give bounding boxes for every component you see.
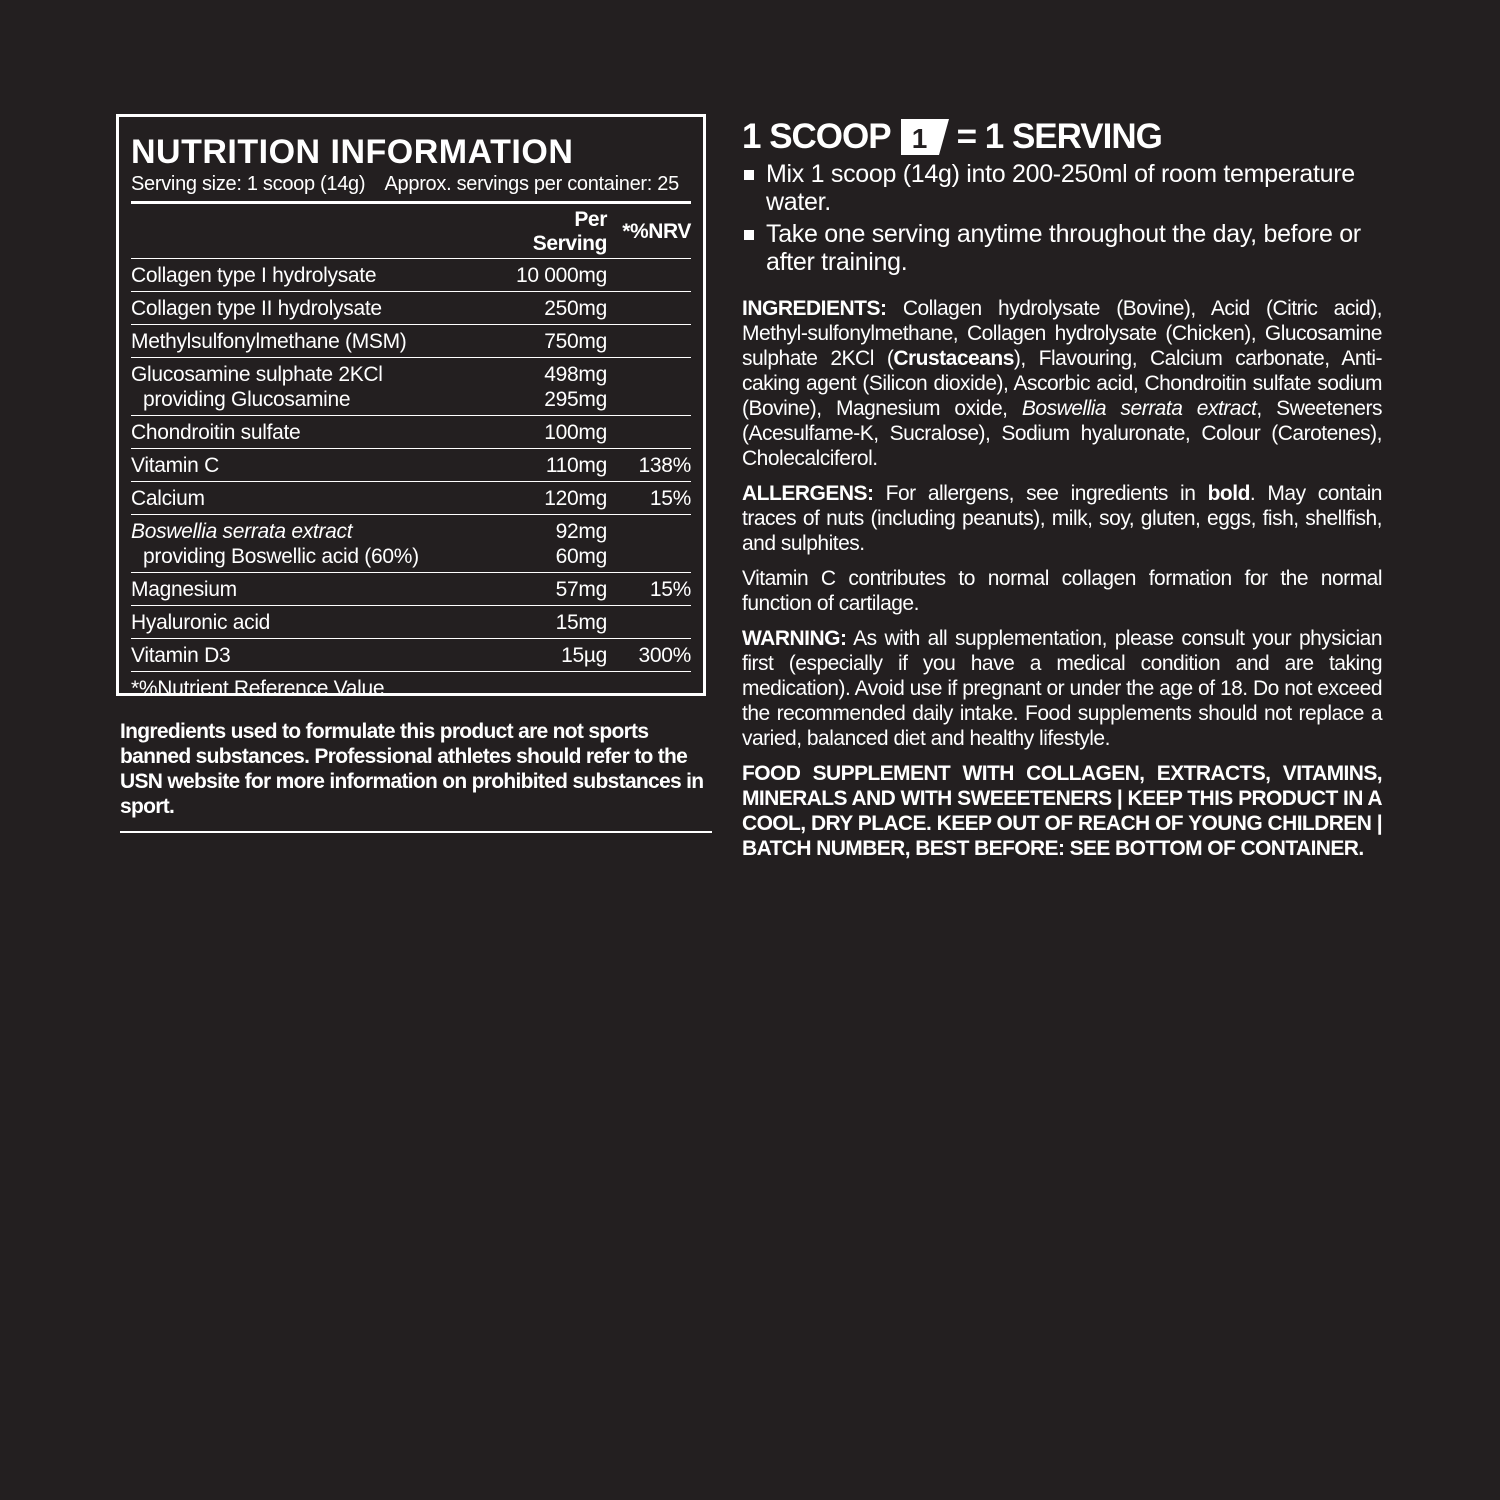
nutrient-value: 498mg: [544, 363, 607, 386]
allergens-bold-word: bold: [1207, 482, 1250, 505]
nutrient-name-cell: [131, 358, 497, 416]
nutrient-nrv: [607, 358, 691, 416]
nutrient-name: Methylsulfonylmethane (MSM): [131, 325, 497, 358]
scoop-left-text: 1 SCOOP: [742, 117, 891, 156]
nutrient-nrv: [607, 259, 691, 292]
nutrient-value: 110mg: [497, 449, 607, 482]
claim-paragraph: Vitamin C contributes to normal collagen formation for the normal function of cartilage.: [742, 567, 1382, 615]
nutrient-nrv: 300%: [607, 639, 691, 672]
nutrition-panel: [116, 114, 706, 700]
col-nrv: *%NRV: [607, 204, 691, 259]
nutrient-name: Glucosamine sulphate 2KCl: [131, 363, 383, 386]
allergens-text-b: . May contain traces of nuts (including peanuts), milk, soy, gluten, eggs, fish, shellfish, and sulphites.: [742, 482, 1382, 555]
list-item: Take one serving anytime throughout the day, before or after training.: [742, 220, 1382, 276]
table-row: [131, 573, 691, 606]
warning-text: As with all supplementation, please consult your physician first (especially if you have a medical condition and are taking medication). Avoid use if pregnant or under the age of 18. Do not exceed the recommended daily intake. Food supplements should not replace a varied, balanced diet and healthy lifestyle.: [742, 627, 1382, 750]
nutrient-nrv: [607, 325, 691, 358]
ingredients-text-c: , Sweeteners (Acesulfame-K, Sucralose), Sodium hyaluronate, Colour (Carotenes), Cholecalciferol.: [742, 397, 1382, 470]
ingredients-text-b: ), Flavouring, Calcium carbonate, Anti-caking agent (Silicon dioxide), Ascorbic acid, Chondroitin sulfate sodium (Bovine), Magnesium oxide,: [742, 347, 1382, 420]
ingredients-label: INGREDIENTS:: [742, 297, 887, 320]
nutrient-name: Hyaluronic acid: [131, 606, 497, 639]
nutrient-name: Collagen type I hydrolysate: [131, 259, 497, 292]
scoop-right-text: = 1 SERVING: [956, 117, 1162, 156]
ingredients-paragraph: [742, 296, 1382, 471]
nutrient-name: Vitamin D3: [131, 639, 497, 672]
nutrient-value: 57mg: [497, 573, 607, 606]
nutrient-name: Vitamin C: [131, 449, 497, 482]
nutrient-nrv: [607, 416, 691, 449]
table-row: [131, 259, 691, 292]
nutrient-sub-value: 60mg: [555, 545, 607, 568]
nutrition-table: [131, 204, 691, 672]
col-name: [131, 204, 497, 259]
nutrient-value: 250mg: [497, 292, 607, 325]
warning-label: WARNING:: [742, 627, 847, 650]
scoop-icon-label: 1: [911, 123, 926, 154]
col-per-serving: Per Serving: [497, 204, 607, 259]
allergens-text-a: For allergens, see ingredients in: [873, 482, 1208, 505]
table-row: [131, 606, 691, 639]
table-row: [131, 449, 691, 482]
nutrient-nrv: [607, 292, 691, 325]
nutrient-nrv: 15%: [607, 573, 691, 606]
nutrient-value: 100mg: [497, 416, 607, 449]
nutrient-value: 120mg: [497, 482, 607, 515]
scoop-icon: [895, 117, 951, 157]
warning-paragraph: [742, 626, 1382, 751]
table-row: [131, 325, 691, 358]
table-row: [131, 515, 691, 573]
list-item: Mix 1 scoop (14g) into 200-250ml of room temperature water.: [742, 160, 1382, 216]
ingredients-italic: Boswellia serrata extract: [1021, 397, 1257, 420]
serving-info: [131, 171, 691, 204]
sports-banned-note: Ingredients used to formulate this product are not sports banned substances. Professional athletes should refer to the USN website for more information on prohibited substances in sport.: [120, 719, 712, 833]
nutrient-nrv: [607, 606, 691, 639]
directions-list: [742, 160, 1382, 276]
serving-size: Serving size: 1 scoop (14g): [131, 173, 366, 195]
nutrient-value-cell: [497, 358, 607, 416]
nutrient-name: Calcium: [131, 482, 497, 515]
nutrient-name: Collagen type II hydrolysate: [131, 292, 497, 325]
table-row: [131, 292, 691, 325]
allergens-paragraph: [742, 481, 1382, 556]
nrv-footnote: *%Nutrient Reference Value: [131, 677, 385, 700]
nutrient-value: 15mg: [497, 606, 607, 639]
table-row: [131, 482, 691, 515]
nutrient-nrv: 138%: [607, 449, 691, 482]
ingredients-allergen: Crustaceans: [893, 347, 1014, 370]
table-row: [131, 639, 691, 672]
nutrient-sub-name: providing Glucosamine: [143, 388, 351, 411]
nutrient-sub-name: providing Boswellic acid (60%): [143, 545, 419, 568]
nutrient-value: 92mg: [555, 520, 607, 543]
nutrient-value: 15µg: [497, 639, 607, 672]
servings-per-container: Approx. servings per container: 25: [384, 173, 679, 195]
nutrient-value: 750mg: [497, 325, 607, 358]
nutrient-name: Boswellia serrata extract: [131, 520, 353, 543]
nutrition-title: NUTRITION INFORMATION: [131, 133, 574, 171]
nutrient-nrv: 15%: [607, 482, 691, 515]
food-supplement-notice: FOOD SUPPLEMENT WITH COLLAGEN, EXTRACTS, VITAMINS, MINERALS AND WITH SWEEETENERS | KEEP THIS PRODUCT IN A COOL, DRY PLACE. KEEP OUT OF REACH OF YOUNG CHILDREN | BATCH NUMBER, BEST BEFORE: SEE BOTTOM OF CONTAINER.: [742, 762, 1382, 860]
scoop-heading: [742, 116, 1382, 158]
nutrient-sub-value: 295mg: [544, 388, 607, 411]
nutrient-value: 10 000mg: [497, 259, 607, 292]
ingredients-text-a: Collagen hydrolysate (Bovine), Acid (Citric acid), Methyl-sulfonylmethane, Collagen hydrolysate (Chicken), Glucosamine sulphate 2KCl (: [742, 297, 1382, 370]
nutrient-name-cell: [131, 515, 497, 573]
allergens-label: ALLERGENS:: [742, 482, 874, 505]
directions-column: [742, 116, 1382, 861]
table-row: [131, 416, 691, 449]
nutrient-nrv: [607, 515, 691, 573]
table-header-row: [131, 204, 691, 259]
nutrient-name: Magnesium: [131, 573, 497, 606]
nutrient-name: Chondroitin sulfate: [131, 416, 497, 449]
table-row: [131, 358, 691, 416]
nutrient-value-cell: [497, 515, 607, 573]
